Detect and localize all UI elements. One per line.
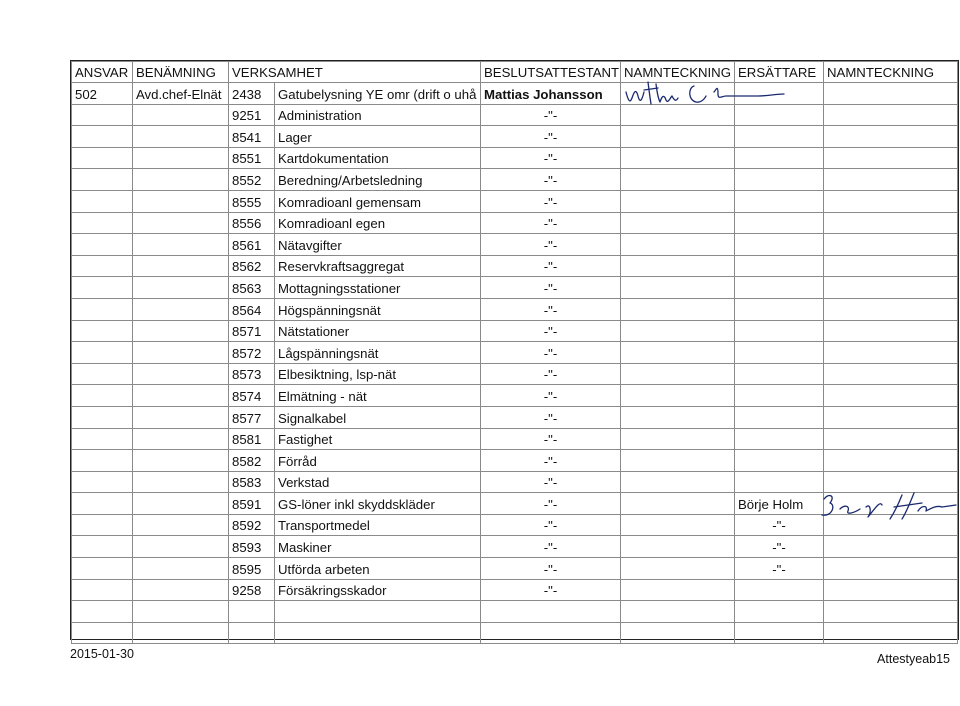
benamning-cell — [133, 126, 229, 148]
attestant-cell: -"- — [481, 471, 621, 493]
signature-cell — [621, 234, 735, 256]
verksamhet-code: 8574 — [229, 385, 275, 407]
table-row — [72, 147, 958, 169]
attestant-cell: -"- — [481, 104, 621, 126]
footer-date: 2015-01-30 — [70, 647, 134, 661]
signature-cell — [621, 558, 735, 580]
attestant-cell: -"- — [481, 493, 621, 515]
header-beslutsattestant: BESLUTSATTESTANT — [481, 62, 621, 83]
signature-cell — [621, 428, 735, 450]
signature-cell — [621, 342, 735, 364]
empty-cell — [133, 622, 229, 644]
table-row — [72, 126, 958, 148]
ansvar-cell — [72, 190, 133, 212]
table-row — [72, 320, 958, 342]
empty-cell — [735, 601, 824, 623]
verksamhet-code: 8595 — [229, 558, 275, 580]
empty-row — [72, 601, 958, 623]
ersattare-signature-cell — [824, 298, 958, 320]
verksamhet-code: 8552 — [229, 169, 275, 191]
ansvar-cell — [72, 385, 133, 407]
verksamhet-name: Transportmedel — [275, 514, 481, 536]
table-row — [72, 536, 958, 558]
ersattare-signature-cell — [824, 406, 958, 428]
ansvar-cell — [72, 298, 133, 320]
attestant-cell: -"- — [481, 320, 621, 342]
verksamhet-code: 8573 — [229, 363, 275, 385]
empty-cell — [275, 601, 481, 623]
signature-cell — [621, 385, 735, 407]
attest-table — [71, 61, 958, 644]
verksamhet-code: 8581 — [229, 428, 275, 450]
benamning-cell — [133, 406, 229, 428]
ansvar-cell: 502 — [72, 83, 133, 105]
benamning-cell — [133, 320, 229, 342]
table-row — [72, 579, 958, 601]
attestant-cell: -"- — [481, 147, 621, 169]
signature-cell — [621, 471, 735, 493]
verksamhet-name: Lager — [275, 126, 481, 148]
ersattare-signature-cell — [824, 234, 958, 256]
verksamhet-code: 8563 — [229, 277, 275, 299]
benamning-cell — [133, 363, 229, 385]
attestant-cell: -"- — [481, 579, 621, 601]
ersattare-signature-cell — [824, 320, 958, 342]
verksamhet-code: 8572 — [229, 342, 275, 364]
benamning-cell — [133, 212, 229, 234]
attestant-cell: -"- — [481, 558, 621, 580]
attestant-cell: -"- — [481, 536, 621, 558]
ansvar-cell — [72, 406, 133, 428]
ersattare-signature-cell — [824, 212, 958, 234]
ansvar-cell — [72, 493, 133, 515]
verksamhet-name: Lågspänningsnät — [275, 342, 481, 364]
table-row — [72, 277, 958, 299]
verksamhet-name: Kartdokumentation — [275, 147, 481, 169]
ansvar-cell — [72, 320, 133, 342]
attestant-cell: -"- — [481, 385, 621, 407]
ersattare-cell — [735, 450, 824, 472]
empty-cell — [72, 601, 133, 623]
ersattare-signature-cell — [824, 536, 958, 558]
ersattare-cell — [735, 298, 824, 320]
table-row — [72, 83, 958, 105]
attestant-cell: -"- — [481, 277, 621, 299]
signature-cell — [621, 212, 735, 234]
ersattare-cell — [735, 428, 824, 450]
signature-cell — [621, 169, 735, 191]
ersattare-signature-cell — [824, 147, 958, 169]
attestant-cell: -"- — [481, 298, 621, 320]
empty-row — [72, 622, 958, 644]
ersattare-cell — [735, 147, 824, 169]
signature-cell — [621, 147, 735, 169]
benamning-cell — [133, 104, 229, 126]
header-row — [72, 62, 958, 83]
verksamhet-code: 8582 — [229, 450, 275, 472]
table-row — [72, 406, 958, 428]
empty-cell — [621, 622, 735, 644]
header-ansvar: ANSVAR — [72, 62, 133, 83]
verksamhet-name: Beredning/Arbetsledning — [275, 169, 481, 191]
ersattare-signature-cell — [824, 363, 958, 385]
ansvar-cell — [72, 277, 133, 299]
verksamhet-name: Fastighet — [275, 428, 481, 450]
ersattare-cell — [735, 126, 824, 148]
signature-cell — [621, 255, 735, 277]
verksamhet-code: 8571 — [229, 320, 275, 342]
signature-cell — [621, 320, 735, 342]
benamning-cell — [133, 558, 229, 580]
ersattare-signature-cell — [824, 126, 958, 148]
attestant-cell: -"- — [481, 169, 621, 191]
benamning-cell — [133, 234, 229, 256]
ansvar-cell — [72, 169, 133, 191]
ersattare-cell — [735, 255, 824, 277]
ansvar-cell — [72, 126, 133, 148]
ersattare-signature-cell — [824, 385, 958, 407]
attest-table-wrapper — [71, 61, 957, 644]
verksamhet-name: Högspänningsnät — [275, 298, 481, 320]
signature-cell — [621, 536, 735, 558]
empty-cell — [824, 601, 958, 623]
signature-cell — [621, 363, 735, 385]
ersattare-cell — [735, 385, 824, 407]
ersattare-cell — [735, 579, 824, 601]
ersattare-signature-cell — [824, 428, 958, 450]
ersattare-signature-cell — [824, 558, 958, 580]
verksamhet-name: Reservkraftsaggregat — [275, 255, 481, 277]
table-row — [72, 190, 958, 212]
table-row — [72, 255, 958, 277]
attestant-cell: -"- — [481, 255, 621, 277]
benamning-cell — [133, 450, 229, 472]
ersattare-signature-cell — [824, 104, 958, 126]
ansvar-cell — [72, 147, 133, 169]
table-row — [72, 385, 958, 407]
benamning-cell — [133, 428, 229, 450]
verksamhet-name: Elmätning - nät — [275, 385, 481, 407]
ersattare-cell — [735, 363, 824, 385]
attestant-signature-icon — [618, 74, 788, 114]
benamning-cell — [133, 190, 229, 212]
ersattare-cell — [735, 212, 824, 234]
signature-cell — [621, 493, 735, 515]
signature-cell — [621, 406, 735, 428]
empty-cell — [481, 601, 621, 623]
header-namnteckning-ersattare: NAMNTECKNING — [824, 62, 958, 83]
verksamhet-code: 8593 — [229, 536, 275, 558]
attestant-cell: -"- — [481, 406, 621, 428]
empty-cell — [229, 601, 275, 623]
signature-cell — [621, 277, 735, 299]
table-row — [72, 342, 958, 364]
empty-cell — [72, 622, 133, 644]
attestant-cell: -"- — [481, 514, 621, 536]
ersattare-cell — [735, 234, 824, 256]
attestant-cell: -"- — [481, 212, 621, 234]
benamning-cell — [133, 342, 229, 364]
attestant-cell: -"- — [481, 342, 621, 364]
table-row — [72, 558, 958, 580]
benamning-cell — [133, 277, 229, 299]
header-benamning: BENÄMNING — [133, 62, 229, 83]
footer-doc-id: Attestyeab15 — [877, 652, 950, 666]
signature-cell — [621, 514, 735, 536]
ersattare-signature-cell — [824, 450, 958, 472]
signature-cell — [621, 450, 735, 472]
ansvar-cell — [72, 104, 133, 126]
verksamhet-name: GS-löner inkl skyddskläder — [275, 493, 481, 515]
ansvar-cell — [72, 363, 133, 385]
verksamhet-name: Elbesiktning, lsp-nät — [275, 363, 481, 385]
verksamhet-code: 8577 — [229, 406, 275, 428]
ersattare-cell: -"- — [735, 536, 824, 558]
verksamhet-name: Maskiner — [275, 536, 481, 558]
verksamhet-name: Nätavgifter — [275, 234, 481, 256]
table-row — [72, 212, 958, 234]
verksamhet-code: 8564 — [229, 298, 275, 320]
signature-cell — [621, 579, 735, 601]
table-row — [72, 234, 958, 256]
ersattare-signature-cell — [824, 255, 958, 277]
table-row — [72, 104, 958, 126]
ansvar-cell — [72, 450, 133, 472]
benamning-cell — [133, 493, 229, 515]
verksamhet-code: 9258 — [229, 579, 275, 601]
empty-cell — [275, 622, 481, 644]
verksamhet-name: Gatubelysning YE omr (drift o uhå — [275, 83, 481, 105]
benamning-cell — [133, 579, 229, 601]
ersattare-signature-icon — [810, 487, 960, 527]
ersattare-signature-cell — [824, 83, 958, 105]
verksamhet-name: Försäkringsskador — [275, 579, 481, 601]
verksamhet-name: Utförda arbeten — [275, 558, 481, 580]
verksamhet-code: 8592 — [229, 514, 275, 536]
ansvar-cell — [72, 536, 133, 558]
attestant-cell: -"- — [481, 234, 621, 256]
ersattare-signature-cell — [824, 277, 958, 299]
verksamhet-name: Förråd — [275, 450, 481, 472]
benamning-cell — [133, 471, 229, 493]
verksamhet-code: 8562 — [229, 255, 275, 277]
benamning-cell: Avd.chef-Elnät — [133, 83, 229, 105]
ersattare-cell — [735, 277, 824, 299]
ersattare-cell — [735, 169, 824, 191]
verksamhet-code: 8555 — [229, 190, 275, 212]
empty-cell — [621, 601, 735, 623]
ansvar-cell — [72, 514, 133, 536]
attestant-cell: -"- — [481, 126, 621, 148]
empty-cell — [133, 601, 229, 623]
attestant-cell: -"- — [481, 428, 621, 450]
ansvar-cell — [72, 212, 133, 234]
attestant-cell: Mattias Johansson — [481, 83, 621, 105]
ersattare-signature-cell — [824, 190, 958, 212]
ersattare-cell — [735, 320, 824, 342]
ersattare-cell — [735, 406, 824, 428]
benamning-cell — [133, 385, 229, 407]
benamning-cell — [133, 298, 229, 320]
ansvar-cell — [72, 428, 133, 450]
verksamhet-name: Komradioanl gemensam — [275, 190, 481, 212]
verksamhet-name: Verkstad — [275, 471, 481, 493]
signature-cell — [621, 298, 735, 320]
verksamhet-name: Komradioanl egen — [275, 212, 481, 234]
verksamhet-code: 8561 — [229, 234, 275, 256]
table-row — [72, 169, 958, 191]
header-verksamhet: VERKSAMHET — [229, 62, 481, 83]
benamning-cell — [133, 514, 229, 536]
ersattare-cell — [735, 342, 824, 364]
verksamhet-code: 8551 — [229, 147, 275, 169]
benamning-cell — [133, 536, 229, 558]
table-row — [72, 298, 958, 320]
verksamhet-code: 8556 — [229, 212, 275, 234]
attestant-cell: -"- — [481, 363, 621, 385]
empty-cell — [824, 622, 958, 644]
signature-cell — [621, 126, 735, 148]
attestant-cell: -"- — [481, 190, 621, 212]
ansvar-cell — [72, 234, 133, 256]
empty-cell — [229, 622, 275, 644]
ersattare-cell: Börje Holm — [735, 493, 824, 515]
verksamhet-code: 8591 — [229, 493, 275, 515]
verksamhet-code: 8541 — [229, 126, 275, 148]
table-row — [72, 428, 958, 450]
header-ersattare: ERSÄTTARE — [735, 62, 824, 83]
benamning-cell — [133, 147, 229, 169]
verksamhet-name: Administration — [275, 104, 481, 126]
ersattare-cell: -"- — [735, 514, 824, 536]
attestant-cell: -"- — [481, 450, 621, 472]
verksamhet-code: 9251 — [229, 104, 275, 126]
verksamhet-name: Nätstationer — [275, 320, 481, 342]
signature-cell — [621, 190, 735, 212]
ersattare-signature-cell — [824, 579, 958, 601]
ansvar-cell — [72, 558, 133, 580]
ersattare-signature-cell — [824, 169, 958, 191]
benamning-cell — [133, 169, 229, 191]
table-row — [72, 363, 958, 385]
benamning-cell — [133, 255, 229, 277]
empty-cell — [481, 622, 621, 644]
ansvar-cell — [72, 579, 133, 601]
ersattare-cell — [735, 190, 824, 212]
ansvar-cell — [72, 255, 133, 277]
verksamhet-code: 8583 — [229, 471, 275, 493]
verksamhet-code: 2438 — [229, 83, 275, 105]
ersattare-signature-cell — [824, 342, 958, 364]
verksamhet-name: Mottagningsstationer — [275, 277, 481, 299]
ansvar-cell — [72, 342, 133, 364]
ersattare-cell: -"- — [735, 558, 824, 580]
ansvar-cell — [72, 471, 133, 493]
header-namnteckning: NAMNTECKNING — [621, 62, 735, 83]
empty-cell — [735, 622, 824, 644]
table-row — [72, 450, 958, 472]
verksamhet-name: Signalkabel — [275, 406, 481, 428]
